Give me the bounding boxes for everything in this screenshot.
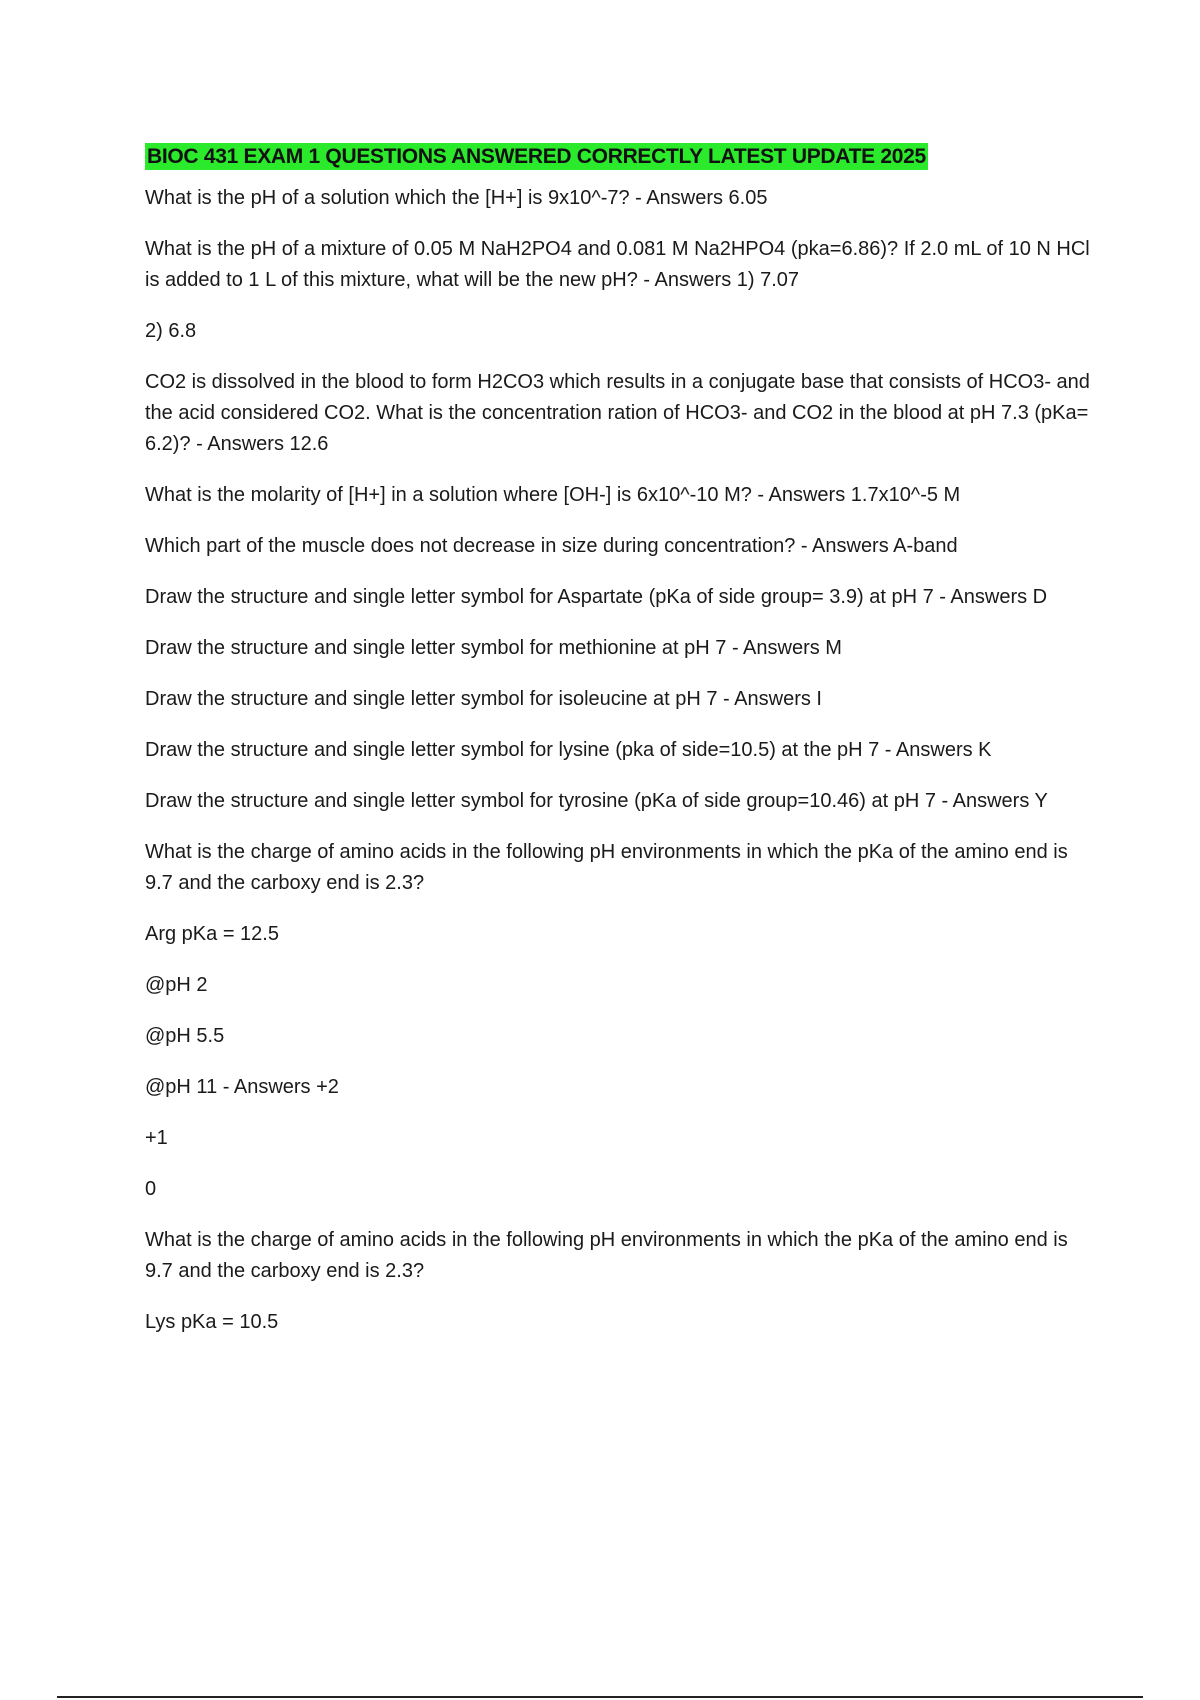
- footer-divider: [57, 1696, 1143, 1698]
- qa-paragraph: What is the charge of amino acids in the following pH environments in which the pKa of the amino end is 9.7 and the carboxy end is 2.3?: [145, 841, 1068, 894]
- qa-paragraph: Draw the structure and single letter symbol for tyrosine (pKa of side group=10.46) at pH 7 - Answers Y: [145, 790, 1048, 812]
- qa-paragraph: Draw the structure and single letter symbol for methionine at pH 7 - Answers M: [145, 637, 842, 659]
- qa-paragraph: @pH 2: [145, 974, 208, 996]
- qa-paragraph: What is the pH of a solution which the [H+] is 9x10^-7? - Answers 6.05: [145, 187, 768, 209]
- qa-paragraph: 2) 6.8: [145, 320, 197, 342]
- qa-paragraph: Arg pKa = 12.5: [145, 923, 279, 945]
- qa-paragraph: What is the charge of amino acids in the following pH environments in which the pKa of the amino end is 9.7 and the carboxy end is 2.3?: [145, 1229, 1068, 1282]
- qa-paragraph: What is the pH of a mixture of 0.05 M NaH2PO4 and 0.081 M Na2HPO4 (pka=6.86)? If 2.0 mL of 10 N HCl is added to 1 L of this mixture, what will be the new pH? - Answers 1) 7.07: [145, 238, 1090, 291]
- qa-paragraph: What is the molarity of [H+] in a solution where [OH-] is 6x10^-10 M? - Answers 1.7x10^-5 M: [145, 484, 961, 506]
- document-title: BIOC 431 EXAM 1 QUESTIONS ANSWERED CORRECTLY LATEST UPDATE 2025: [147, 145, 926, 168]
- qa-paragraph: Draw the structure and single letter symbol for lysine (pka of side=10.5) at the pH 7 - Answers K: [145, 739, 992, 761]
- qa-paragraph: +1: [145, 1127, 168, 1149]
- qa-paragraph: @pH 5.5: [145, 1025, 225, 1047]
- qa-paragraph: 0: [145, 1178, 157, 1200]
- qa-paragraph: @pH 11 - Answers +2: [145, 1076, 339, 1098]
- qa-paragraph: CO2 is dissolved in the blood to form H2CO3 which results in a conjugate base that consists of HCO3- and the acid considered CO2. What is the concentration ration of HCO3- and CO2 in the blood at pH 7.3 (pKa= 6.2)? - Answers 12.6: [145, 371, 1090, 455]
- qa-paragraph: Lys pKa = 10.5: [145, 1311, 279, 1333]
- page-content: [145, 143, 1095, 1358]
- qa-paragraph: Draw the structure and single letter symbol for isoleucine at pH 7 - Answers I: [145, 688, 822, 710]
- qa-paragraph: Draw the structure and single letter symbol for Aspartate (pKa of side group= 3.9) at pH 7 - Answers D: [145, 586, 1048, 608]
- qa-paragraph: Which part of the muscle does not decrease in size during concentration? - Answers A-band: [145, 535, 958, 557]
